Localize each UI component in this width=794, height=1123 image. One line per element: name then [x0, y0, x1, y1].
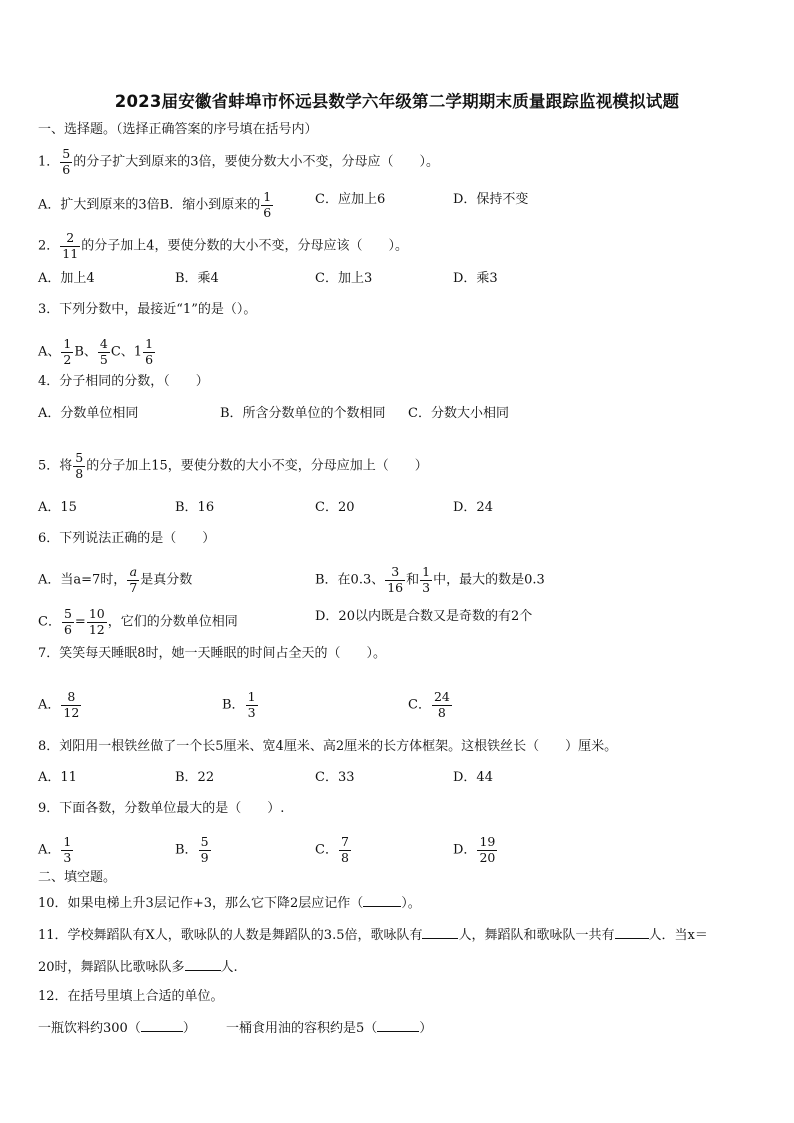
q1-option-b-fraction: $\frac{1}{6}$ — [263, 189, 272, 220]
q3-options: A、 $\frac{1}{2}$ B、 $\frac{4}{5}$ C、1 $\frac{1}{6}$ — [38, 336, 154, 367]
question-3: 3．下列分数中，最接近“1”的是（）。 — [38, 302, 257, 317]
q4-option-c: C．分数大小相同 — [408, 406, 509, 421]
q4-option-b: B．所含分数单位的个数相同 — [220, 406, 386, 421]
section-choice-heading: 一、选择题。（选择正确答案的序号填在括号内） — [38, 122, 318, 137]
question-9: 9．下面各数，分数单位最大的是（ ）. — [38, 801, 285, 816]
q11-answer-blank-3[interactable] — [185, 958, 221, 971]
exam-title: 2023届安徽省蚌埠市怀远县数学六年级第二学期期末质量跟踪监视模拟试题 — [114, 92, 680, 111]
question-11-cont: 20时，舞蹈队比歌咏队多 人. — [38, 960, 238, 975]
q2-option-c: C．加上3 — [315, 271, 373, 286]
q5-option-b: B．16 — [175, 500, 215, 515]
q7-option-b: B． $\frac{1}{3}$ — [222, 689, 256, 720]
section-fill-heading: 二、填空题。 — [38, 870, 117, 885]
q5-option-a: A．15 — [38, 500, 77, 515]
q6-option-c: C． $\frac{5}{6}$ = $\frac{10}{12}$ ，它们的分数单位相同 — [38, 606, 238, 637]
q9-option-b: B． $\frac{5}{9}$ — [175, 834, 209, 865]
q8-option-b: B．22 — [175, 770, 215, 785]
q12-answer-blank-2[interactable] — [377, 1019, 419, 1032]
q10-answer-blank[interactable] — [363, 894, 401, 907]
q5-option-d: D．24 — [453, 500, 493, 515]
q11-answer-blank-2[interactable] — [615, 926, 649, 939]
q9-option-a: A． $\frac{1}{3}$ — [38, 834, 72, 865]
q8-option-a: A．11 — [38, 770, 77, 785]
q6-option-b: B．在0.3、 $\frac{3}{16}$ 和 $\frac{1}{3}$ 中，最大的数是0.3 — [315, 564, 545, 595]
q12-answer-blank-1[interactable] — [141, 1019, 183, 1032]
question-8: 8．刘阳用一根铁丝做了一个长5厘米、宽4厘米、高2厘米的长方体框架。这根铁丝长（ ）厘米。 — [38, 739, 618, 754]
question-4: 4．分子相同的分数，（ ） — [38, 374, 209, 389]
question-11: 11．学校舞蹈队有X人，歌咏队的人数是舞蹈队的3.5倍，歌咏队有 人，舞蹈队和歌咏队一共有 人．当x＝ — [38, 928, 708, 943]
q9-option-c: C． $\frac{7}{8}$ — [315, 834, 349, 865]
q1-options — [38, 191, 274, 219]
question-2: 2． $\frac{2}{11}$ 的分子加上4，要使分数的大小不变，分母应该（ ）。 — [38, 230, 408, 261]
question-5: 5．将 $\frac{5}{8}$ 的分子加上15，要使分数的大小不变，分母应加上（ ） — [38, 450, 428, 481]
q8-option-c: C．33 — [315, 770, 355, 785]
q2-option-d: D．乘3 — [453, 271, 498, 286]
q9-option-d: D． $\frac{19}{20}$ — [453, 834, 496, 865]
q7-option-a: A． $\frac{8}{12}$ — [38, 689, 80, 720]
q7-option-c: C． $\frac{24}{8}$ — [408, 689, 450, 720]
q6-option-d: D．20以内既是合数又是奇数的有2个 — [315, 609, 533, 624]
q2-option-b: B．乘4 — [175, 271, 219, 286]
question-12: 12．在括号里填上合适的单位。 — [38, 989, 224, 1004]
q1-option-a: A．扩大到原来的3倍B．缩小到原来的 — [38, 197, 261, 213]
q4-option-a: A．分数单位相同 — [38, 406, 139, 421]
question-1 — [38, 148, 439, 176]
q12-item-a: 一瓶饮料约300（ ） — [38, 1021, 196, 1036]
question-10: 10．如果电梯上升3层记作+3，那么它下降2层应记作（ ）。 — [38, 896, 421, 911]
q2-option-a: A．加上4 — [38, 271, 95, 286]
q1-fraction: $\frac{5}{6}$ — [62, 146, 71, 177]
question-6: 6．下列说法正确的是（ ） — [38, 531, 216, 546]
q5-option-c: C．20 — [315, 500, 355, 515]
q2-fraction: $\frac{2}{11}$ — [62, 230, 79, 261]
q11-answer-blank-1[interactable] — [422, 926, 458, 939]
q12-item-b: 一桶食用油的容积约是5（ ） — [226, 1021, 433, 1036]
q6-option-a: A．当a=7时， $\frac{a}{7}$ 是真分数 — [38, 564, 193, 595]
q1-option-c: C．应加上6 — [315, 192, 386, 207]
q1-number: 1． — [38, 154, 60, 170]
q8-option-d: D．44 — [453, 770, 493, 785]
q5-fraction: $\frac{5}{8}$ — [75, 450, 84, 481]
q1-text: 的分子扩大到原来的3倍，要使分数大小不变，分母应（ ）。 — [73, 154, 440, 170]
question-7: 7．笑笑每天睡眠8时，她一天睡眠的时间占全天的（ ）。 — [38, 646, 387, 661]
q1-option-d: D．保持不变 — [453, 192, 529, 207]
